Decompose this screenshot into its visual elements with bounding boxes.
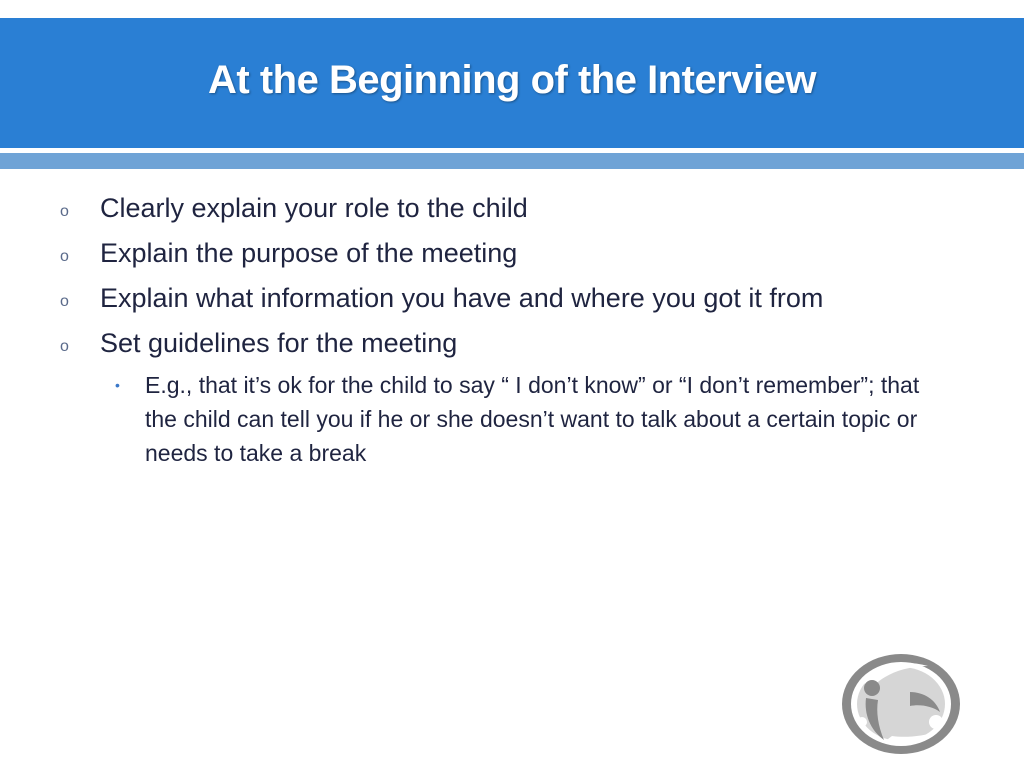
- bullet-text: Set guidelines for the meeting: [100, 328, 458, 358]
- bullet-text: Explain what information you have and where you got it from: [100, 283, 824, 313]
- bullet-list: [56, 186, 956, 470]
- bullet-text: Clearly explain your role to the child: [100, 193, 528, 223]
- list-item: [56, 276, 956, 321]
- bullet-text: Explain the purpose of the meeting: [100, 238, 518, 268]
- sub-bullet-marker: •: [115, 377, 120, 393]
- bullet-marker: o: [60, 248, 69, 265]
- header-divider: [0, 153, 1024, 169]
- list-item: [56, 321, 956, 366]
- bullet-marker: o: [60, 203, 69, 220]
- circular-figures-logo-icon: [840, 652, 962, 756]
- logo-graphic: [840, 652, 962, 756]
- slide-title: At the Beginning of the Interview: [208, 58, 816, 102]
- bullet-marker: o: [60, 293, 69, 310]
- sub-bullet-text: E.g., that it’s ok for the child to say “ I don’t know” or “I don’t remember”; that the child can tell you if he or she doesn’t want to talk about a certain topic or needs to take a break: [145, 372, 920, 466]
- list-item: [56, 186, 956, 231]
- bullet-marker: o: [60, 338, 69, 355]
- sub-list-item: [115, 368, 935, 470]
- list-item: [56, 231, 956, 276]
